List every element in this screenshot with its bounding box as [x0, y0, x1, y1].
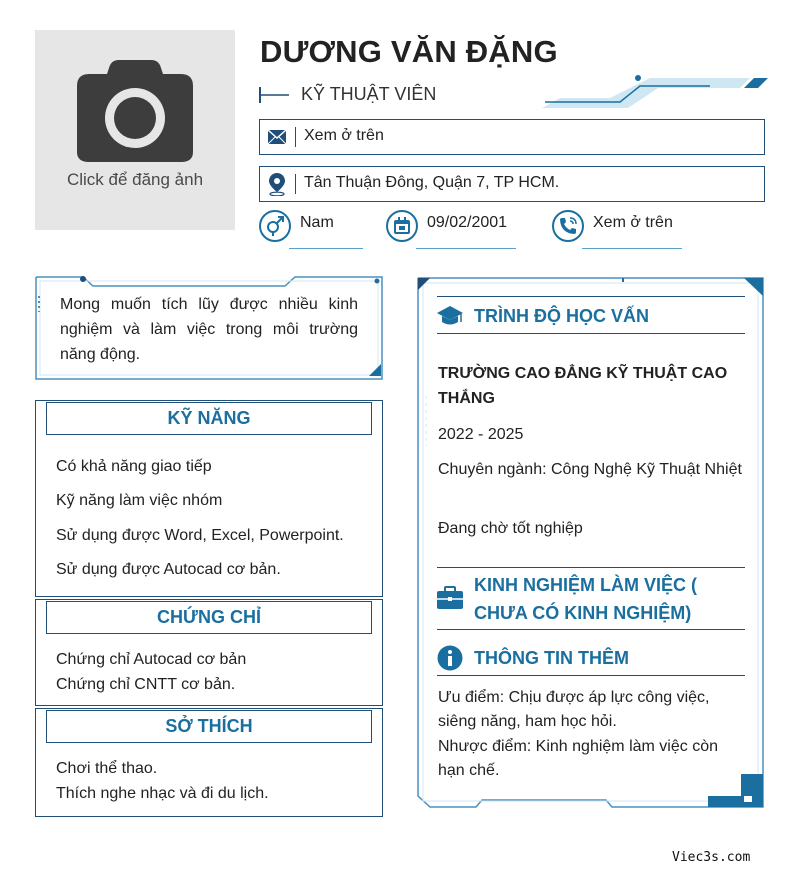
circuit-decoration [540, 74, 770, 112]
skill-item: Sử dụng được Word, Excel, Powerpoint. [56, 527, 344, 544]
phone-value: Xem ở trên [593, 214, 673, 231]
strengths-text: Ưu điểm: Chịu được áp lực công việc, siêng năng, ham học hỏi. [438, 689, 710, 730]
calendar-icon [393, 217, 411, 235]
education-status: Đang chờ tốt nghiệp [438, 520, 583, 537]
education-years: 2022 - 2025 [438, 426, 524, 443]
envelope-icon [267, 129, 287, 145]
certificates-title: CHỨNG CHỈ [46, 601, 372, 634]
candidate-name: DƯƠNG VĂN ĐẶNG [260, 34, 558, 69]
address-field [259, 166, 765, 202]
email-value: Xem ở trên [304, 127, 384, 144]
skill-item: Có khả năng giao tiếp [56, 458, 212, 475]
phone-item [552, 210, 692, 250]
gender-icon [265, 216, 285, 236]
gender-value: Nam [300, 214, 334, 231]
hobbies-title: SỞ THÍCH [46, 710, 372, 743]
certificates-section [35, 599, 383, 706]
education-major: Chuyên ngành: Công Nghệ Kỹ Thuật Nhiệt [438, 461, 742, 478]
certificate-item: Chứng chỉ Autocad cơ bản [56, 651, 247, 668]
address-value: Tân Thuận Đông, Quận 7, TP HCM. [304, 174, 560, 191]
watermark-text: Viec3s.com [672, 850, 751, 865]
objective-text: Mong muốn tích lũy được nhiều kinh nghiệm và làm việc trong môi trường năng động. [60, 296, 358, 363]
skills-title: KỸ NĂNG [46, 402, 372, 435]
hobbies-section [35, 708, 383, 817]
briefcase-icon [436, 586, 464, 610]
birthdate-item [386, 210, 516, 250]
hobby-item: Thích nghe nhạc và đi du lịch. [56, 785, 269, 802]
birthdate-value: 09/02/2001 [427, 214, 508, 231]
career-objective-box [35, 276, 383, 380]
camera-icon [75, 58, 195, 164]
education-title: TRÌNH ĐỘ HỌC VẤN [474, 306, 649, 326]
education-school: TRƯỜNG CAO ĐẲNG KỸ THUẬT CAO THẮNG [438, 365, 728, 407]
skill-item: Kỹ năng làm việc nhóm [56, 492, 223, 509]
info-icon [437, 645, 463, 671]
experience-title: KINH NGHIỆM LÀM VIỆC ( CHƯA CÓ KINH NGHIỆM) [474, 575, 697, 623]
profile-photo-placeholder[interactable] [35, 30, 235, 230]
certificate-item: Chứng chỉ CNTT cơ bản. [56, 676, 236, 693]
graduation-cap-icon [436, 304, 464, 328]
location-pin-icon [268, 172, 286, 196]
hobby-item: Chơi thể thao. [56, 760, 158, 777]
gender-item [259, 210, 369, 250]
skill-item: Sử dụng được Autocad cơ bản. [56, 561, 281, 578]
phone-icon [558, 216, 578, 236]
title-line-icon [259, 85, 291, 105]
email-field [259, 119, 765, 155]
additional-info-title: THÔNG TIN THÊM [474, 648, 629, 668]
weaknesses-text: Nhược điểm: Kinh nghiệm làm việc còn hạn chế. [438, 738, 718, 779]
job-title: KỸ THUẬT VIÊN [301, 84, 437, 104]
photo-caption: Click để đăng ảnh [66, 170, 204, 189]
skills-section [35, 400, 383, 597]
